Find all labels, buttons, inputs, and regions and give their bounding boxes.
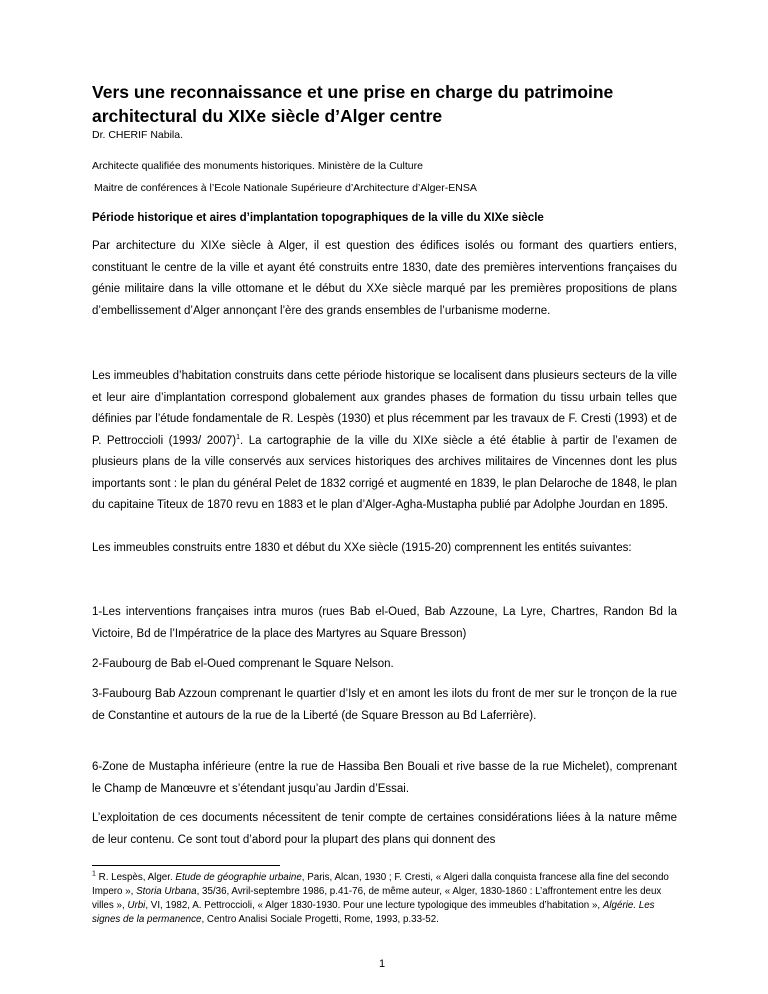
footnote-title-italic: Etude de géographie urbaine	[175, 872, 302, 883]
paragraph-entities-intro: Les immeubles construits entre 1830 et début du XXe siècle (1915-20) comprennent les entités suivantes:	[92, 542, 632, 554]
footnote-text: , Centro Analisi Sociale Progetti, Rome, 1993, p.33-52.	[201, 914, 439, 925]
footnote-text: , 35/36, Avril-septembre 1986, p.41-76, de même auteur, « Alger, 1830-1860 : L’affrontement entre les deux villes »,	[92, 886, 662, 911]
author-affiliation-ministry: Architecte qualifiée des monuments historiques. Ministère de la Culture	[92, 160, 423, 172]
footnote-text: , Paris, Alcan, 1930 ; F. Cresti, « Algeri dalla conquista francese alla fine del secondo Impero »,	[92, 872, 669, 897]
footnote-marker: 1	[92, 870, 96, 878]
page-number: 1	[379, 958, 386, 970]
author-affiliation-school: Maitre de conférences à l’Ecole Nationale Supérieure d’Architecture d’Alger-ENSA	[94, 182, 477, 194]
paragraph-cartography-text-a: Les immeubles d’habitation construits dans cette période historique se localisent dans plusieurs secteurs de la ville et leur aire d’implantation correspond globalement aux grandes phases de formation du tissu urbain telles que définies par l’étude fondamentale de R. Lespès (1930) et plus récemment par les travaux de F. Cresti (1993) et de P. Pettroccioli (1993/ 2007)	[92, 370, 677, 447]
section-heading: Période historique et aires d’implantation topographiques de la ville du XIXe siècle	[92, 212, 544, 224]
footnote-text: R. Lespès, Alger.	[95, 872, 176, 883]
paragraph-cartography	[92, 366, 677, 517]
footnote-title-italic: Storia Urbana	[136, 886, 197, 897]
footnote-reference[interactable]: 1	[236, 433, 241, 441]
list-item-bab-azzoun: 3-Faubourg Bab Azzoun comprenant le quartier d’Isly et en amont les ilots du front de mer sur le tronçon de la rue de Constantine et autours de la rue de la Liberté (de Square Bresson au Bd Laferrière).	[92, 688, 677, 722]
footnote-title-italic: Urbi	[127, 900, 146, 911]
paragraph-documents: L’exploitation de ces documents nécessitent de tenir compte de certaines considérations liées à la nature même de leur contenu. Ce sont tout d’abord pour la plupart des plans qui donnent des	[92, 812, 677, 846]
document-title: Vers une reconnaissance et une prise en charge du patrimoine architectural du XIXe siècle d’Alger centre	[92, 82, 614, 126]
paragraph-intro: Par architecture du XIXe siècle à Alger, il est question des édifices isolés ou formant des quartiers entiers, constituant le centre de la ville et ayant été construits entre 1830, date des premières interventions françaises du génie militaire dans la ville ottomane et le début du XXe siècle marqué par les premières propositions de plans d’embellissement d’Alger annonçant l’ère des grands ensembles de l’urbanisme moderne.	[92, 240, 677, 317]
author-name: Dr. CHERIF Nabila.	[92, 129, 184, 141]
paragraph-cartography-text-b: . La cartographie de la ville du XIXe siècle a été établie à partir de l’examen de plusieurs plans de la ville conservés aux services historiques des archives militaires de Vincennes dont les plus importants sont : le plan du général Pelet de 1832 corrigé et augmenté en 1839, le plan Delaroche de 1848, le plan du capitaine Titeux de 1870 revu en 1883 et le plan d’Alger-Agha-Mustapha publié par Adolphe Jourdan en 1895.	[92, 434, 678, 511]
footnote-divider	[92, 865, 280, 866]
footnote-text: , VI, 1982, A. Pettroccioli, « Alger 1830-1930. Pour une lecture typologique des immeubles d’habitation »,	[145, 900, 603, 911]
list-item-intra-muros: 1-Les interventions françaises intra muros (rues Bab el-Oued, Bab Azzoune, La Lyre, Chartres, Randon Bd la Victoire, Bd de l’Impératrice de la place des Martyres au Square Bresson)	[92, 606, 677, 640]
footnote-title-italic: Algérie. Les signes de la permanence	[92, 900, 655, 925]
footnote	[92, 871, 677, 927]
list-item-mustapha: 6-Zone de Mustapha inférieure (entre la rue de Hassiba Ben Bouali et rive basse de la rue Michelet), comprenant le Champ de Manœuvre et s’étendant jusqu’au Jardin d’Essai.	[92, 761, 677, 795]
list-item-bab-el-oued: 2-Faubourg de Bab el-Oued comprenant le Square Nelson.	[92, 658, 394, 670]
